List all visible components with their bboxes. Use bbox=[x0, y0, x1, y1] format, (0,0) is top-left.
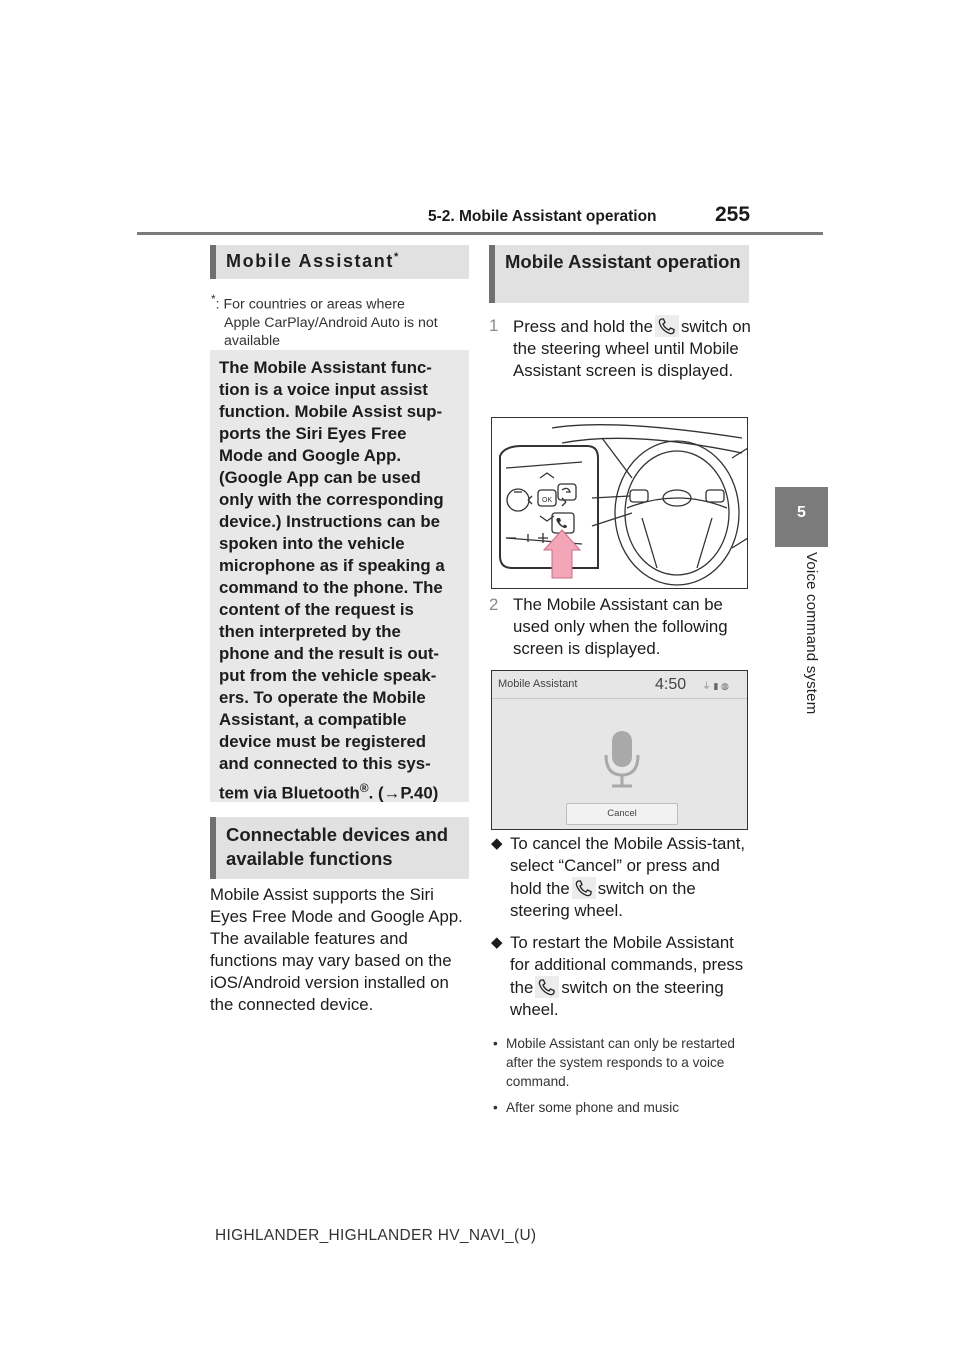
info-box-line: Mode and Google App. bbox=[219, 446, 402, 465]
microphone-icon bbox=[602, 729, 642, 794]
info-box-line: device.) Instructions can be bbox=[219, 512, 441, 531]
step-1: 1 Press and hold the switch on the steering wheel until Mobile Assistant screen is displayed. bbox=[489, 316, 751, 380]
status-icons: ⏚ ▮ ◍ bbox=[702, 681, 729, 691]
bullet-restart: ◆ To restart the Mobile Assistant for additional commands, press the switch on the steering wheel. bbox=[491, 933, 744, 1019]
phone-switch-icon bbox=[655, 315, 679, 337]
info-box-line: The Mobile Assistant func- bbox=[219, 358, 432, 377]
info-box bbox=[210, 350, 469, 802]
ok-button-label: OK bbox=[542, 497, 553, 504]
note-phone-music: • After some phone and music bbox=[493, 1100, 680, 1115]
section-title-operation: Mobile Assistant operation bbox=[489, 245, 749, 303]
chapter-number: 5 bbox=[797, 504, 806, 521]
chapter-label: Voice command system bbox=[803, 552, 820, 715]
info-box-line: put from the vehicle speak- bbox=[219, 666, 437, 685]
info-box-line: function. Mobile Assist sup- bbox=[219, 402, 443, 421]
section-title-connectable-devices: Connectable devices and available functions bbox=[210, 817, 469, 879]
info-box-line: microphone as if speaking a bbox=[219, 556, 445, 575]
info-box-line: ports the Siri Eyes Free bbox=[219, 424, 407, 443]
info-box-line: command to the phone. The bbox=[219, 578, 443, 597]
screen-divider bbox=[492, 698, 748, 699]
section-header: 5-2. Mobile Assistant operation bbox=[428, 208, 657, 225]
phone-switch-icon bbox=[535, 976, 559, 998]
footnote: *: For countries or areas where Apple CarPlay/Android Auto is not available bbox=[211, 292, 438, 349]
phone-switch-icon bbox=[572, 877, 596, 899]
highlight-arrow bbox=[544, 530, 580, 578]
note-restart: • Mobile Assistant can only be restarted after the system responds to a voice command. bbox=[493, 1036, 735, 1089]
info-box-line: tem via Bluetooth®. (→P.40) bbox=[219, 781, 439, 803]
phone-switch-icon bbox=[556, 518, 567, 528]
header-rule bbox=[137, 232, 823, 235]
info-box-line: content of the request is bbox=[219, 600, 414, 619]
info-box-line: tion is a voice input assist bbox=[219, 380, 428, 399]
steering-wheel-figure bbox=[491, 417, 748, 589]
bullet-diamond-icon: ◆ bbox=[491, 835, 503, 852]
mobile-assistant-screen-figure bbox=[491, 670, 748, 830]
section-title-mobile-assistant: Mobile Assistant* bbox=[210, 245, 469, 279]
info-box-line: spoken into the vehicle bbox=[219, 534, 405, 553]
bullet-cancel: ◆ To cancel the Mobile Assis-tant, select “Cancel” or press and hold the switch on the steering wheel. bbox=[491, 834, 746, 920]
info-box-line: phone and the result is out- bbox=[219, 644, 440, 663]
info-box-line: ers. To operate the Mobile bbox=[219, 688, 426, 707]
page-reference-link[interactable]: . (→P.40) bbox=[368, 783, 439, 803]
screen-title: Mobile Assistant bbox=[498, 678, 578, 690]
info-box-line: only with the corresponding bbox=[219, 490, 444, 509]
info-box-line: and connected to this sys- bbox=[219, 754, 431, 773]
info-box-line: then interpreted by the bbox=[219, 622, 401, 641]
info-box-line: Assistant, a compatible bbox=[219, 710, 407, 729]
document-footer: HIGHLANDER_HIGHLANDER HV_NAVI_(U) bbox=[215, 1227, 537, 1244]
screen-clock: 4:50 bbox=[655, 676, 687, 693]
info-box-line: (Google App can be used bbox=[219, 468, 421, 487]
bullet-diamond-icon: ◆ bbox=[491, 934, 503, 951]
step-2: 2 The Mobile Assistant can be used only when the following screen is displayed. bbox=[489, 595, 728, 658]
page-number: 255 bbox=[715, 203, 751, 226]
info-box-line: device must be registered bbox=[219, 732, 427, 751]
cancel-button[interactable]: Cancel bbox=[566, 803, 678, 825]
body-paragraph: Mobile Assist supports the Siri Eyes Free Mode and Google App. The available features and functions may vary based on the iOS/Android version installed on the connected device. bbox=[210, 885, 463, 1014]
